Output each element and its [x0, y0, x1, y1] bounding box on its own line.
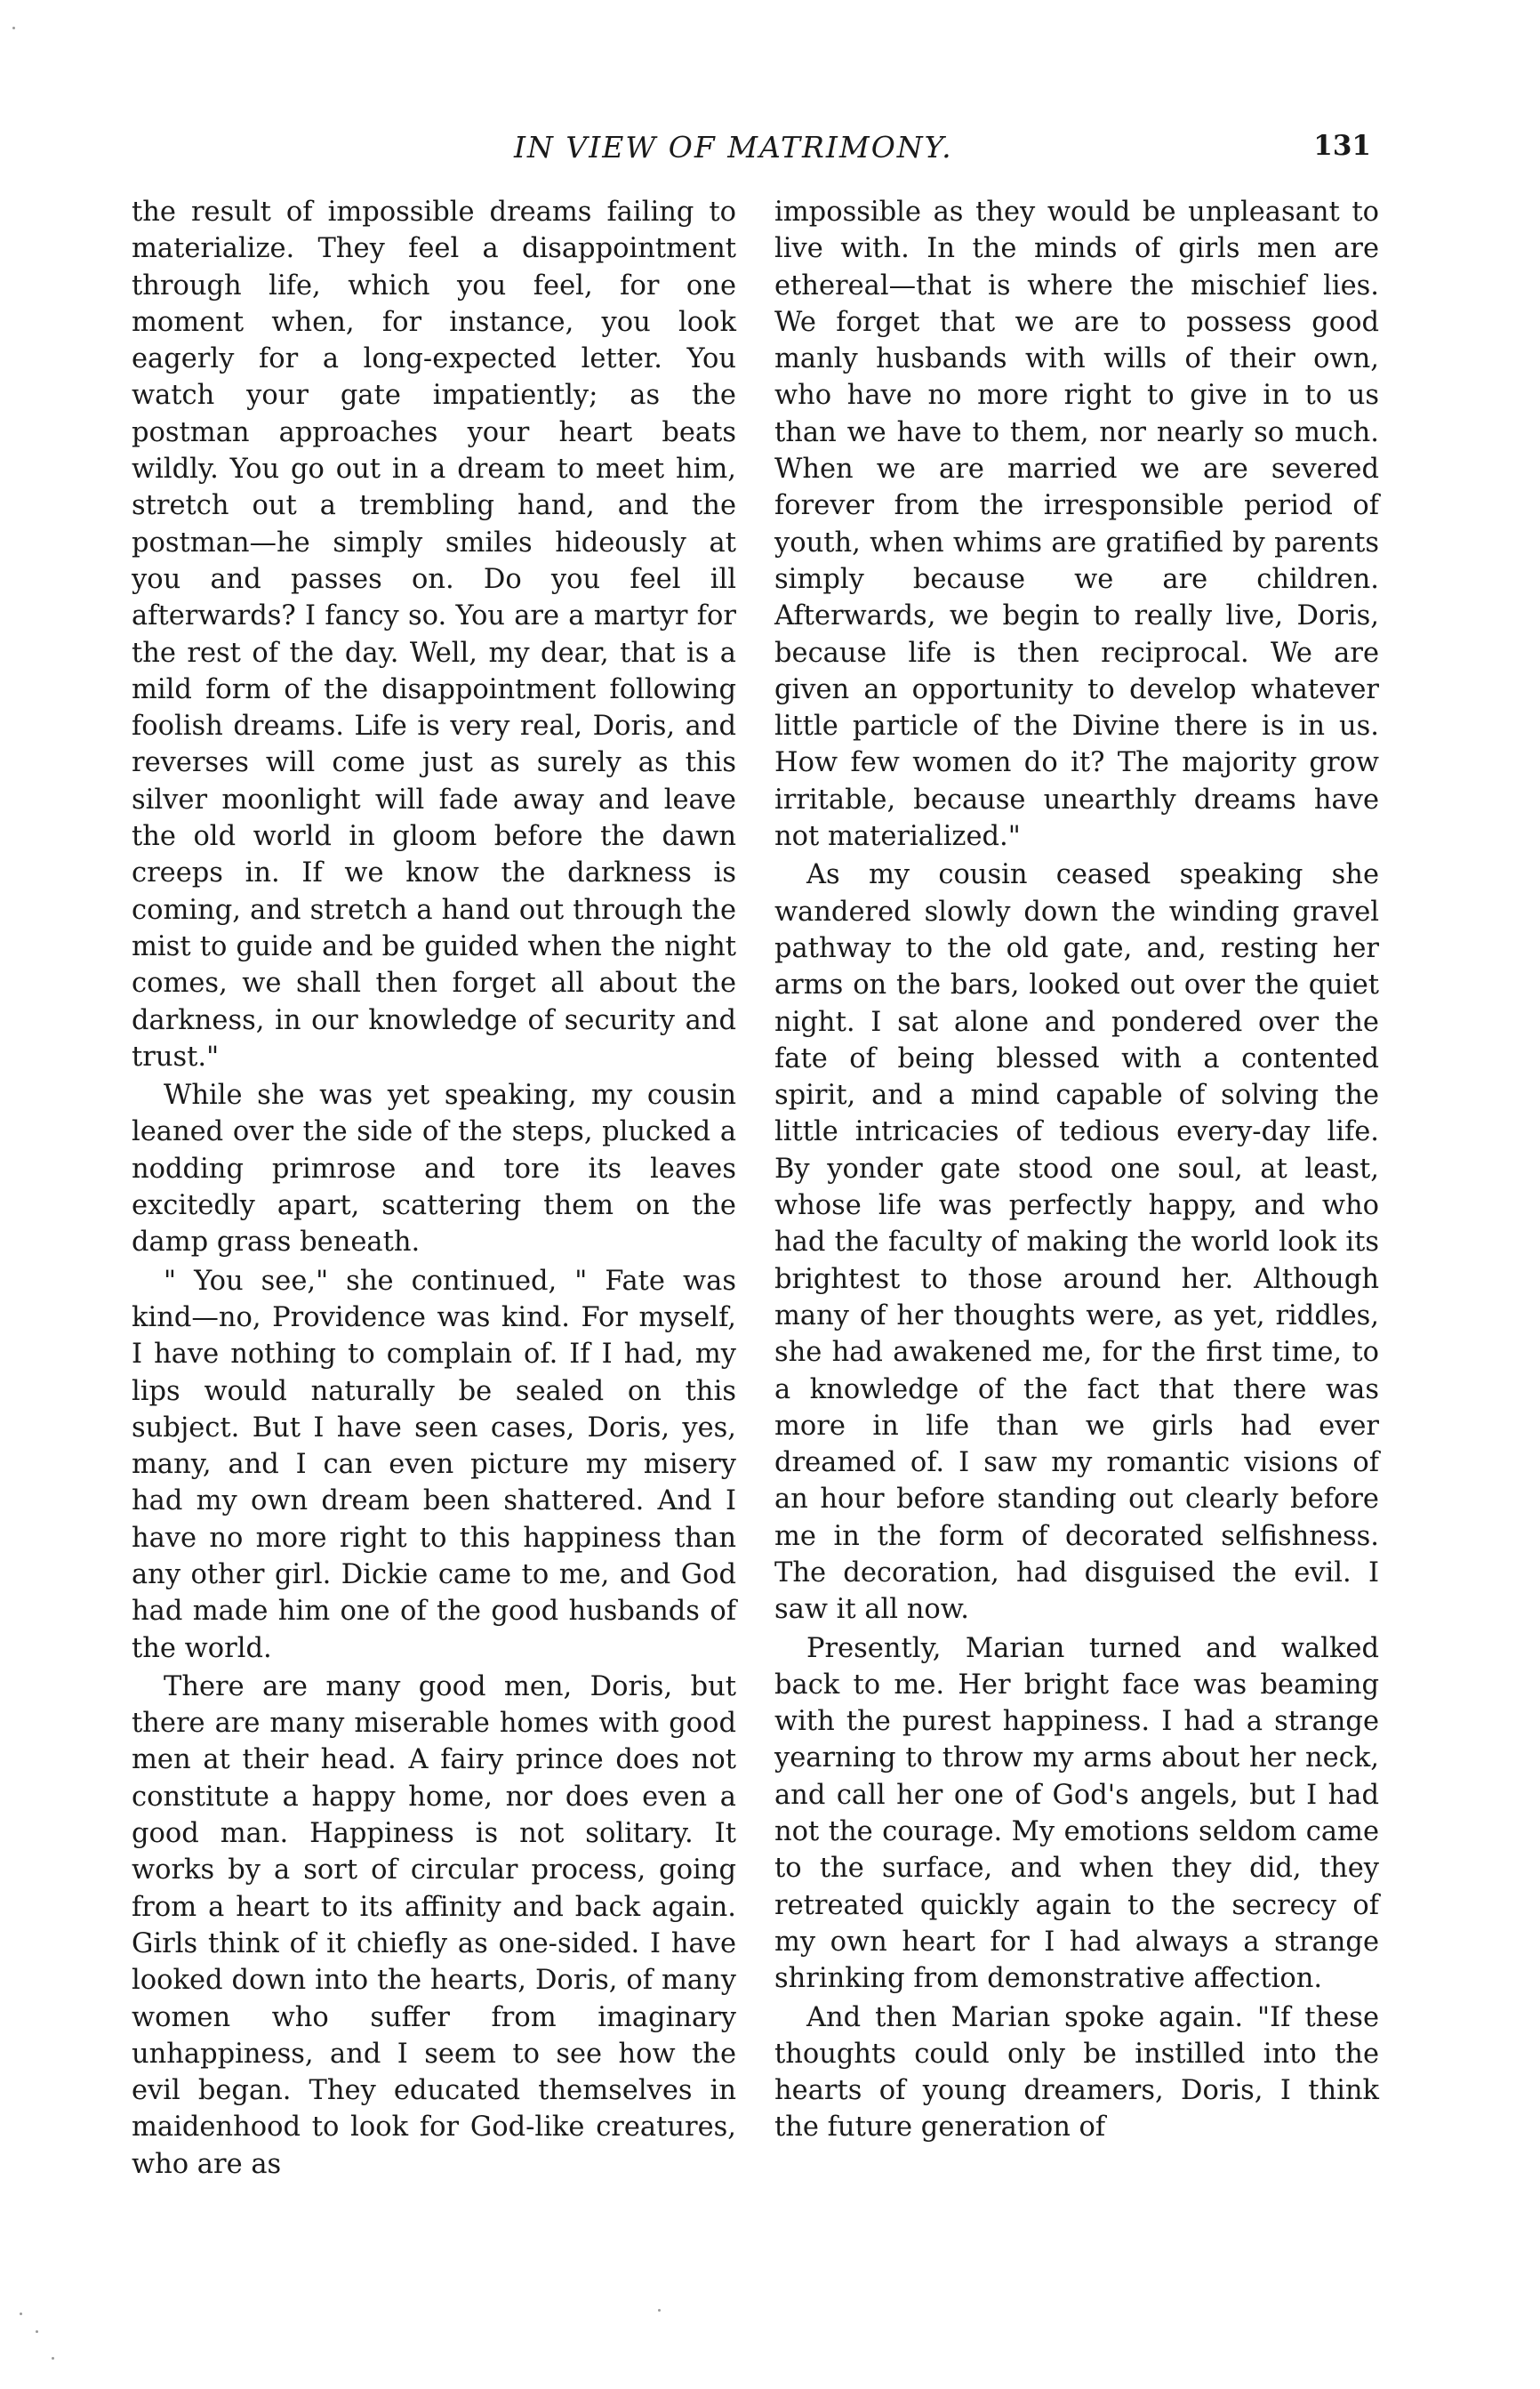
scan-speck — [36, 2330, 38, 2333]
paragraph: And then Marian spoke again. "If these thoughts could only be instilled into the hearts of young dreamers, Doris, I think the future generation of — [774, 2001, 1379, 2144]
running-head — [0, 130, 1540, 173]
paragraph: While she was yet speaking, my cousin leaned over the side of the steps, plucked a nodding primrose and tore its leaves excitedly apart, scattering them on the damp grass beneath. — [132, 1080, 736, 1259]
scan-speck — [12, 27, 15, 29]
page-number: 131 — [1313, 130, 1371, 162]
scan-speck — [658, 2309, 661, 2312]
left-column — [132, 194, 736, 2184]
paragraph: " You see," she continued, " Fate was kind—no, Providence was kind. For myself, I have nothing to complain of. If I had, my lips would naturally be sealed on this subject. But I have seen cases, Doris, yes, many, and I can even picture my misery had my own dream been shattered. And I have no more right to this happiness than any other girl. Dickie came to me, and God had made him one of the good husbands of the world. — [132, 1265, 736, 1664]
paragraph: impossible as they would be unpleasant to live with. In the minds of girls men are ethereal—that is where the mischief lies. We forget that we are to possess good manly husbands with wills of their own, who have no more right to give in to us than we have to them, nor nearly so much. When we are married we are severed forever from the irresponsible period of youth, when whims are gratified by parents simply because we are children. Afterwards, we begin to really live, Doris, because life is then reciprocal. We are given an opportunity to develop whatever little particle of the Divine there is in us. How few women do it? The majority grow irritable, because unearthly dreams have not materialized." — [774, 197, 1379, 853]
paragraph: As my cousin ceased speaking she wandered slowly down the winding gravel pathway to the old gate, and, resting her arms on the bars, looked out over the quiet night. I sat alone and pondered over the fate of being blessed with a contented spirit, and a mind capable of solving the little intricacies of tedious every-day life. By yonder gate stood one soul, at least, whose life was perfectly happy, and who had the faculty of making the world look its brightest to those around her. Although many of her thoughts were, as yet, riddles, she had awakened me, for the first time, to a knowledge of the fact that there was more in life than we girls had ever dreamed of. I saw my romantic visions of an hour before standing out clearly before me in the form of decorated selfishness. The decoration, had disguised the evil. I saw it all now. — [774, 859, 1379, 1626]
right-column — [774, 194, 1379, 2148]
paragraph: Presently, Marian turned and walked back to me. Her bright face was beaming with the purest happiness. I had a strange yearning to throw my arms about her neck, and call her one of God's angels, but I had not the courage. My emotions seldom came to the surface, and when they did, they retreated quickly again to the secrecy of my own heart for I had always a strange shrinking from demonstrative affection. — [774, 1632, 1379, 1995]
paragraph: the result of impossible dreams failing to materialize. They feel a disappointment through life, which you feel, for one moment when, for instance, you look eagerly for a long-expected letter. You watch your gate impatiently; as the postman approaches your heart beats wildly. You go out in a dream to meet him, stretch out a trembling hand, and the postman—he simply smiles hideously at you and passes on. Do you feel ill afterwards? I fancy so. You are a martyr for the rest of the day. Well, my dear, that is a mild form of the disappointment following foolish dreams. Life is very real, Doris, and reverses will come just as surely as this silver moonlight will fade away and leave the old world in gloom before the dawn creeps in. If we know the darkness is coming, and stretch a hand out through the mist to guide and be guided when the night comes, we shall then forget all about the darkness, in our knowledge of security and trust." — [132, 197, 736, 1073]
scan-speck — [52, 2357, 54, 2360]
paragraph: There are many good men, Doris, but there are many miserable homes with good men at their head. A fairy prince does not constitute a happy home, nor does even a good man. Happiness is not solitary. It works by a sort of circular process, going from a heart to its affinity and back again. Girls think of it chiefly as one-sided. I have looked down into the hearts, Doris, of many women who suffer from imaginary unhappiness, and I seem to see how the evil began. They educated themselves in maidenhood to look for God-like creatures, who are as — [132, 1670, 736, 2180]
scan-speck — [20, 2313, 22, 2315]
running-title: IN VIEW OF MATRIMONY. — [514, 130, 953, 165]
